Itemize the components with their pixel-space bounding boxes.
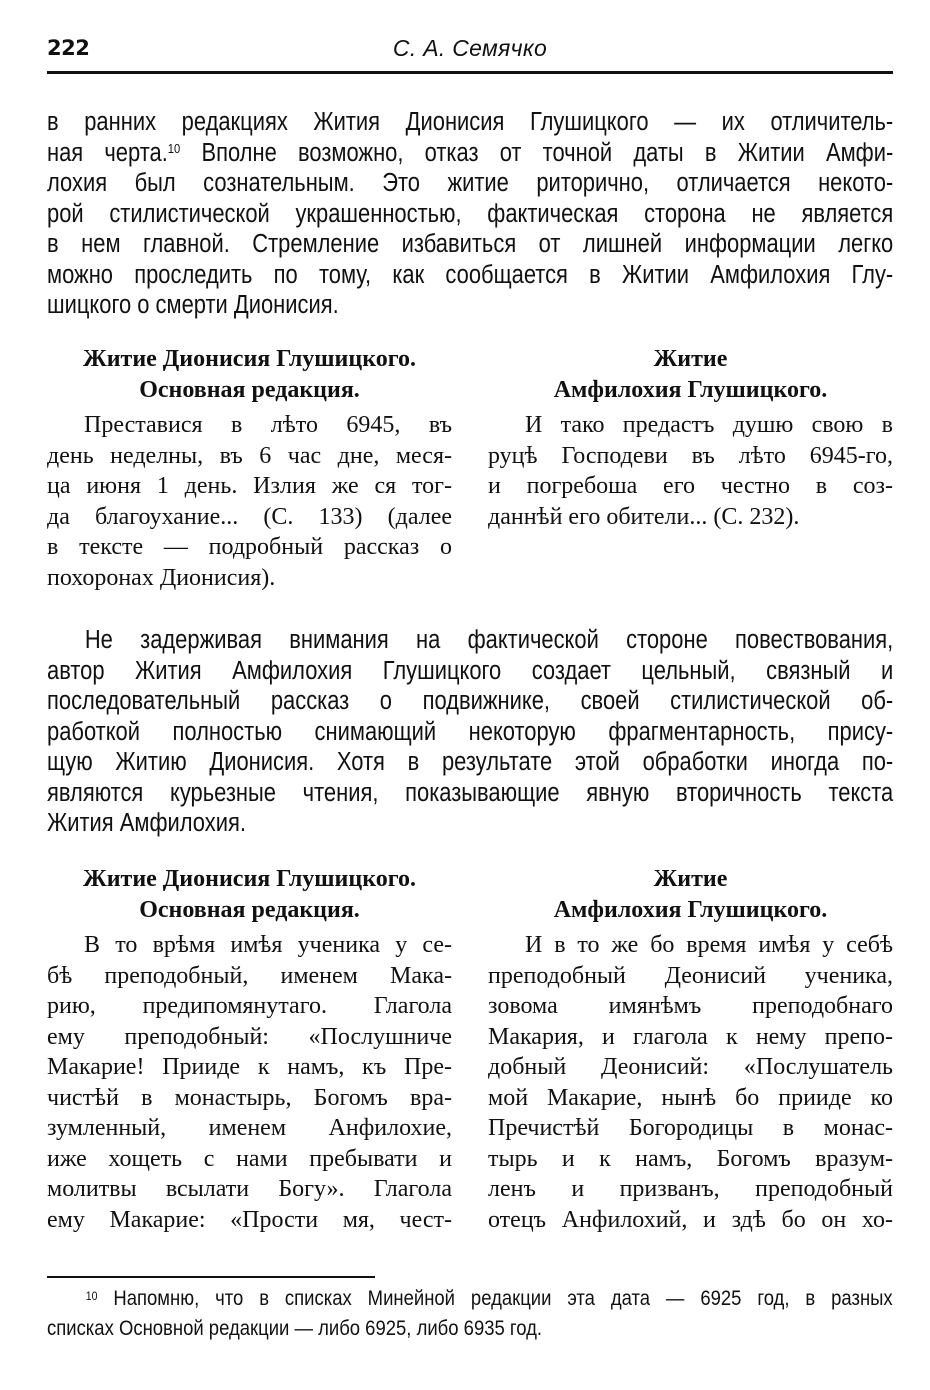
header-rule — [47, 71, 893, 74]
quote-line: ца июня 1 день. Излия же ся тог- — [47, 473, 452, 499]
text-line: автор Жития Амфилохия Глушицкого создает цельный, связный и — [47, 656, 894, 685]
column-subtitle: Основная редакция. — [139, 377, 360, 403]
column-subtitle: Амфилохия Глушицкого. — [553, 377, 828, 403]
quote-line: ему преподобный: «Послушниче — [47, 1023, 452, 1050]
quote-line: рию, предипомянутаго. Глагола — [47, 993, 452, 1019]
column-title: Житие — [653, 346, 728, 372]
text-line: лохия был сознательным. Это житие риторично, отличается некото- — [47, 169, 894, 197]
column-title: Житие Дионисия Глушицкого. — [82, 866, 417, 892]
quote-line: мой Макарие, нынѣ бо прииде ко — [488, 1084, 893, 1111]
text-line: Не задерживая внимания на фактической стороне повествования, — [84, 626, 894, 654]
quote-line: в тексте — подробный рассказ о — [47, 534, 452, 560]
text-line: щую Житию Дионисия. Хотя в результате этой обработки иногда по- — [47, 748, 894, 776]
quote-line: ему Макарие: «Прости мя, чест- — [47, 1206, 452, 1233]
running-head-author: С. А. Семячко — [392, 35, 548, 61]
text-line: можно проследить по тому, как сообщается в Житии Амфилохия Глу- — [47, 260, 894, 289]
text-line: работкой полностью снимающий некоторую фрагментарность, прису- — [47, 717, 894, 746]
column-title: Житие — [653, 866, 728, 892]
quote-line: и погребоша его честно в соз- — [488, 473, 893, 499]
footnote-ref[interactable]: 10 — [167, 140, 181, 156]
column-subtitle: Амфилохия Глушицкого. — [553, 897, 828, 923]
quote-line: отецъ Анфилохий, и здѣ бо он хо- — [488, 1206, 893, 1233]
text-line: в ранних редакциях Жития Дионисия Глушицкого — их отличитель- — [47, 108, 894, 136]
quote-line: добный Деонисий: «Послушатель — [488, 1054, 893, 1080]
quote-line: да благоухание... (С. 133) (далее — [47, 503, 452, 530]
footnote-line: списках Основной редакции — либо 6925, либо 6935 год. — [47, 1317, 543, 1340]
middle-paragraph — [47, 625, 894, 839]
intro-paragraph — [47, 107, 894, 321]
comparison-2-right-column — [488, 864, 893, 1235]
footnote-line: $^{10}$ Напомню, что в списках Минейной редакции эта дата — 6925 год, в разных — [85, 1287, 893, 1310]
quote-line: Макарие! Прииде к намъ, къ Пре- — [47, 1054, 452, 1080]
text-line: являются курьезные чтения, показывающие явную вторичность текста — [47, 778, 894, 807]
text-line: последовательный рассказ о подвижнике, своей стилистической об- — [47, 687, 894, 715]
quote-line: зовома имянѣмъ преподобнаго — [488, 993, 893, 1019]
quote-line: даннѣй его обители... (С. 232). — [488, 503, 800, 530]
quote-line: В то врѣмя имѣя ученика у се- — [84, 932, 452, 958]
text-line: шицкого о смерти Дионисия. — [47, 291, 339, 319]
quote-line: Пречистѣй Богородицы в монас- — [488, 1115, 893, 1141]
quote-line: И тако предастъ душю свою в — [525, 412, 893, 438]
column-subtitle: Основная редакция. — [139, 897, 360, 923]
quote-line: Макария, и глагола к нему препо- — [488, 1023, 893, 1050]
quote-line: И в то же бо время имѣя у себѣ — [525, 932, 893, 958]
quote-line: Преставися в лѣто 6945, въ — [84, 412, 452, 438]
page-number: 222 — [47, 36, 90, 60]
quote-line: день неделны, въ 6 час дне, меся- — [47, 442, 452, 469]
quote-line: ленъ и призванъ, преподобный — [488, 1176, 893, 1202]
text-line: ная черта.$^{10}$ Вполне возможно, отказ от точной даты в Житии Амфи- — [47, 138, 894, 167]
text-line: в нем главной. Стремление избавиться от лишней информации легко — [47, 230, 894, 258]
column-title: Житие Дионисия Глушицкого. — [82, 346, 417, 372]
comparison-1-right-column — [488, 344, 893, 532]
page-header — [47, 36, 893, 66]
quote-line: тырь и к намъ, Богомъ вразум- — [488, 1145, 893, 1172]
text-line: рой стилистической украшенностью, фактическая сторона не является — [47, 199, 894, 228]
quote-line: чистѣй в монастырь, Богомъ вра- — [47, 1084, 452, 1111]
quote-line: бѣ преподобный, именем Мака- — [47, 962, 452, 989]
footnote-number: 10 — [85, 1289, 98, 1303]
quote-line: иже хощеть с нами пребывати и — [47, 1145, 452, 1172]
footnote — [47, 1284, 893, 1344]
quote-line: зумленный, именем Анфилохие, — [47, 1115, 452, 1141]
footnote-rule — [47, 1276, 375, 1278]
quote-line: преподобный Деонисий ученика, — [488, 962, 893, 989]
text-line: Жития Амфилохия. — [47, 809, 246, 837]
quote-line: руцѣ Господеви въ лѣто 6945-го, — [488, 442, 893, 469]
comparison-1-left-column — [47, 344, 452, 593]
quote-line: молитвы всылати Богу». Глагола — [47, 1176, 452, 1202]
comparison-2-left-column — [47, 864, 452, 1235]
quote-line: похоронах Дионисия). — [47, 564, 276, 591]
